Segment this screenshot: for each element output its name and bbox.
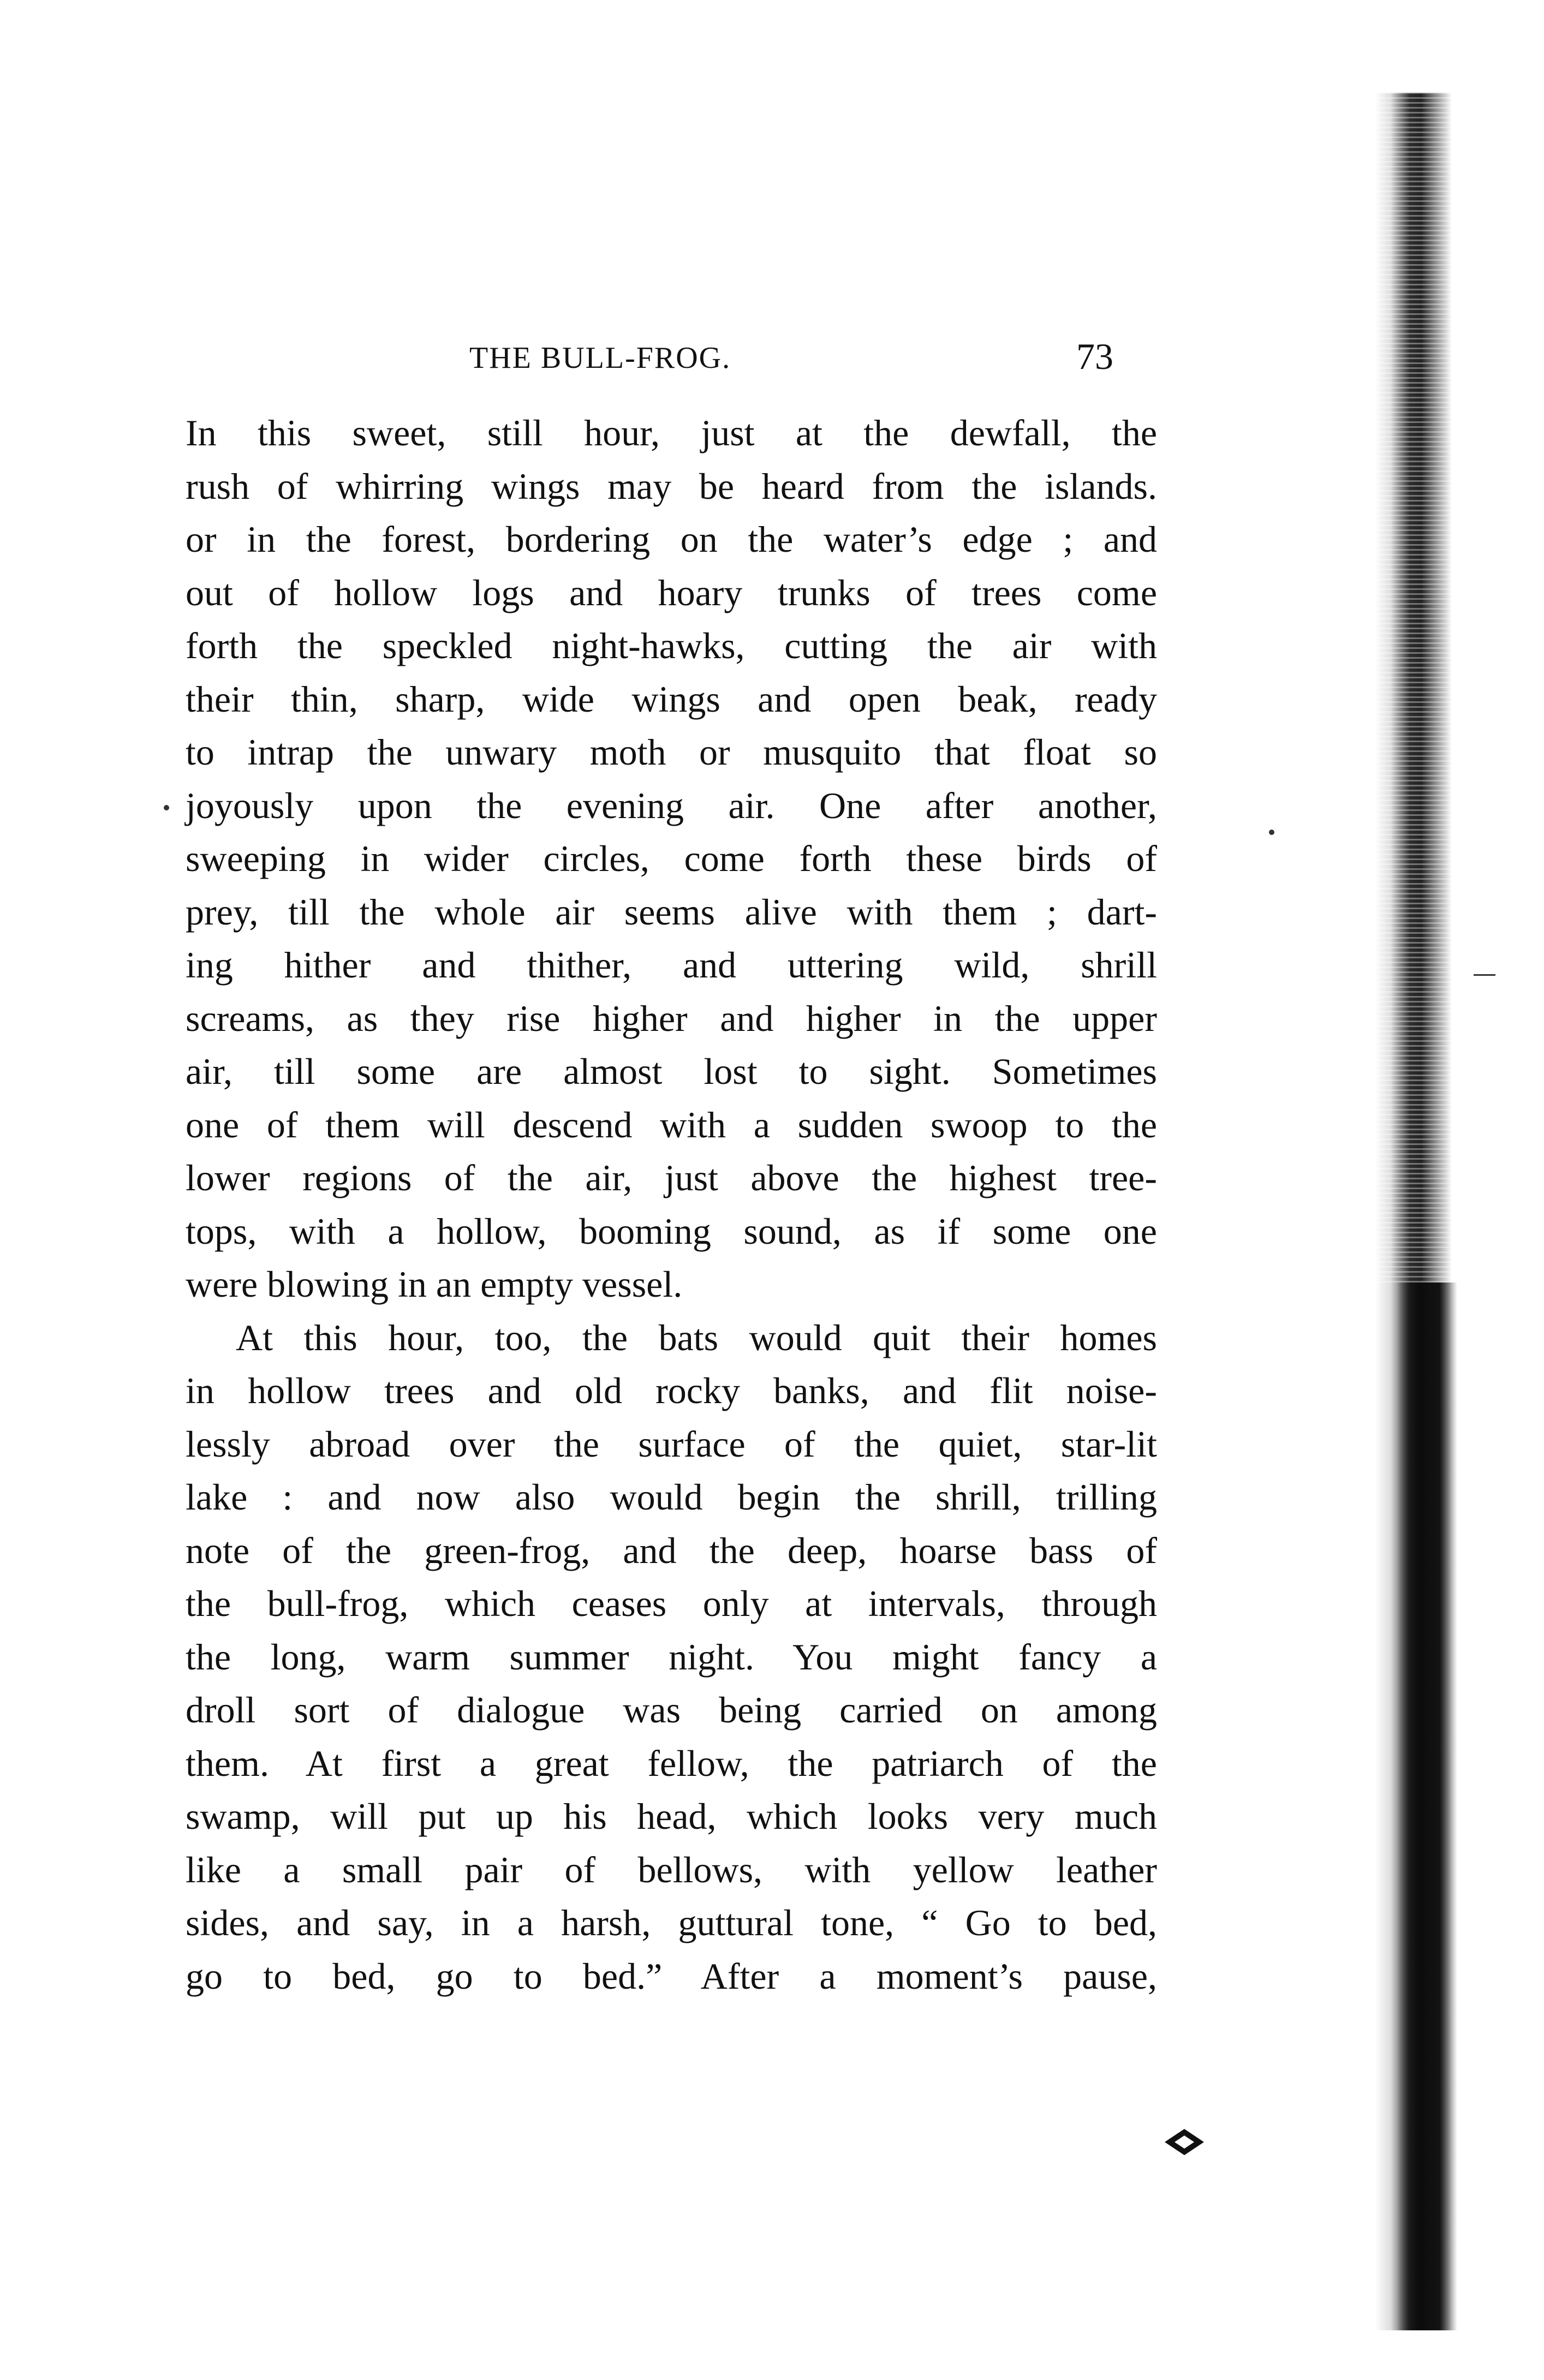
text-line: were blowing in an empty vessel.: [186, 1263, 683, 1305]
text-line: their thin, sharp, wide wings and open beak, ready: [186, 678, 1157, 720]
text-line: ing hither and thither, and uttering wild, shrill: [186, 944, 1157, 986]
text-line: out of hollow logs and hoary trunks of trees come: [186, 571, 1157, 613]
text-line: At this hour, too, the bats would quit their homes: [236, 1316, 1157, 1358]
text-line: rush of whirring wings may be heard from the islands.: [186, 465, 1157, 507]
text-line: droll sort of dialogue was being carried on among: [186, 1689, 1157, 1731]
text-line: or in the forest, bordering on the water’s edge ; and: [186, 518, 1157, 560]
text-line: sides, and say, in a harsh, guttural tone, “ Go to bed,: [186, 1902, 1157, 1943]
text-line: note of the green-frog, and the deep, hoarse bass of: [186, 1529, 1157, 1571]
text-line: go to bed, go to bed.” After a moment’s pause,: [186, 1955, 1157, 1997]
text-line: lower regions of the air, just above the highest tree-: [186, 1157, 1157, 1198]
text-line: prey, till the whole air seems alive with them ; dart-: [186, 891, 1157, 933]
text-line: the long, warm summer night. You might fancy a: [186, 1636, 1157, 1678]
scan-speck: [1474, 974, 1495, 976]
text-line: tops, with a hollow, booming sound, as if some one: [186, 1210, 1157, 1252]
text-line: sweeping in wider circles, come forth these birds of: [186, 838, 1157, 879]
binding-edge-shadow-lower: [1397, 1283, 1457, 2330]
page-number: 73: [1076, 336, 1113, 377]
text-line: them. At first a great fellow, the patriarch of the: [186, 1742, 1157, 1784]
text-line: the bull-frog, which ceases only at intervals, through: [186, 1583, 1157, 1624]
binding-edge-speckle: [1370, 93, 1463, 1283]
scan-speck: [164, 805, 169, 810]
text-line: lake : and now also would begin the shrill, trilling: [186, 1476, 1157, 1518]
text-line: lessly abroad over the surface of the quiet, star-lit: [186, 1423, 1157, 1465]
text-line: forth the speckled night-hawks, cutting the air with: [186, 625, 1157, 666]
text-line: screams, as they rise higher and higher in the upper: [186, 997, 1157, 1039]
text-line: in hollow trees and old rocky banks, and flit noise-: [186, 1370, 1157, 1411]
text-line: In this sweet, still hour, just at the dewfall, the: [186, 412, 1157, 454]
scan-speck: [1269, 830, 1274, 835]
text-line: like a small pair of bellows, with yellow leather: [186, 1848, 1157, 1890]
diamond-ornament-icon: [1163, 2126, 1206, 2158]
text-line: one of them will descend with a sudden swoop to the: [186, 1103, 1157, 1146]
text-line: joyously upon the evening air. One after another,: [186, 784, 1157, 826]
page-body-text: [186, 407, 1157, 2003]
running-head: THE BULL-FROG.: [469, 341, 731, 375]
page-header: [186, 333, 1113, 387]
text-line: swamp, will put up his head, which looks very much: [186, 1796, 1157, 1837]
text-line: air, till some are almost lost to sight. Sometimes: [186, 1051, 1157, 1092]
text-line: to intrap the unwary moth or musquito that float so: [186, 731, 1157, 773]
